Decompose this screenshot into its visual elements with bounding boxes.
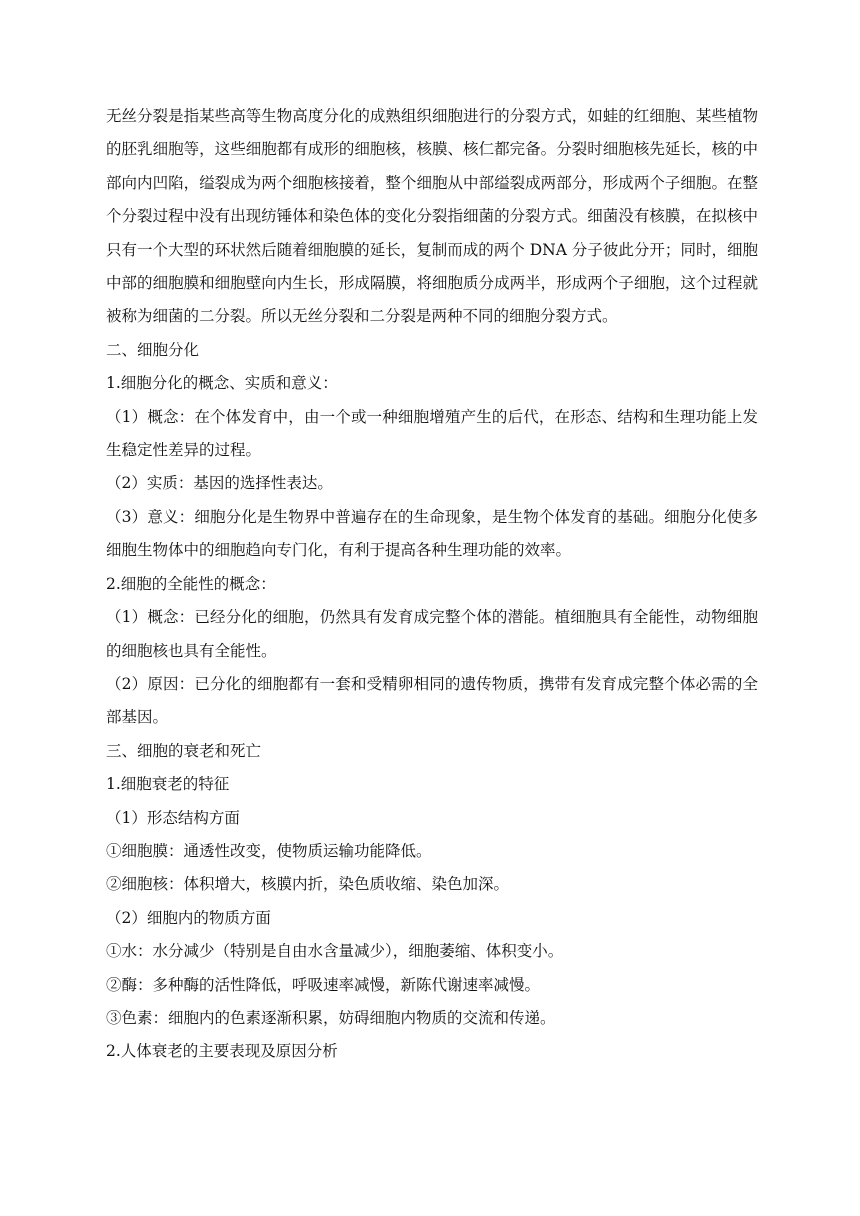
section-heading-cell-differentiation: 二、细胞分化 <box>106 340 200 359</box>
subheading-aging-features: 1.细胞衰老的特征 <box>106 775 230 794</box>
subheading-substances: （2）细胞内的物质方面 <box>106 908 271 927</box>
list-item-enzymes: ②酶：多种酶的活性降低，呼吸速率减慢，新陈代谢速率减慢。 <box>106 975 541 994</box>
subheading-differentiation-concept: 1.细胞分化的概念、实质和意义： <box>106 374 338 393</box>
paragraph-totipotency-reason: （2）原因：已分化的细胞都有一套和受精卵相同的遗传物质，携带有发育成完整个体必需的全部基因。 <box>106 674 758 727</box>
paragraph-totipotency-definition: （1）概念：已经分化的细胞，仍然具有发育成完整个体的潜能。植细胞具有全能性，动物细胞的细胞核也具有全能性。 <box>106 608 758 660</box>
document-body <box>106 100 758 1069</box>
list-item-water: ①水：水分减少（特别是自由水含量减少），细胞萎缩、体积变小。 <box>106 942 564 961</box>
list-item-nucleus: ②细胞核：体积增大，核膜内折，染色质收缩、染色加深。 <box>106 875 510 894</box>
subheading-morphology: （1）形态结构方面 <box>106 808 240 827</box>
subheading-totipotency-concept: 2.细胞的全能性的概念： <box>106 574 276 593</box>
section-heading-aging-and-death: 三、细胞的衰老和死亡 <box>106 741 262 760</box>
paragraph-differentiation-definition: （1）概念：在个体发育中，由一个或一种细胞增殖产生的后代，在形态、结构和生理功能上发生稳定性差异的过程。 <box>106 407 758 460</box>
list-item-cell-membrane: ①细胞膜：通透性改变，使物质运输功能降低。 <box>106 841 432 860</box>
subheading-human-aging: 2.人体衰老的主要表现及原因分析 <box>106 1042 338 1061</box>
paragraph-differentiation-essence: （2）实质：基因的选择性表达。 <box>106 474 333 493</box>
paragraph-amitosis-binary-fission: 无丝分裂是指某些高等生物高度分化的成熟组织细胞进行的分裂方式，如蛙的红细胞、某些植物的胚乳细胞等，这些细胞都有成形的细胞核，核膜、核仁都完备。分裂时细胞核先延长，核的中部向内凹陷，缢裂成为两个细胞核接着，整个细胞从中部缢裂成两部分，形成两个子细胞。在整个分裂过程中没有出现纺锤体和染色体的变化分裂指细菌的分裂方式。细菌没有核膜，在拟核中只有一个大型的环状然后随着细胞膜的延长，复制而成的两个 DNA 分子彼此分开；同时，细胞中部的细胞膜和细胞壁向内生长，形成隔膜，将细胞质分成两半，形成两个子细胞，这个过程就被称为细菌的二分裂。所以无丝分裂和二分裂是两种不同的细胞分裂方式。 <box>106 107 758 326</box>
paragraph-differentiation-significance: （3）意义：细胞分化是生物界中普遍存在的生命现象，是生物个体发育的基础。细胞分化使多细胞生物体中的细胞趋向专门化，有利于提高各种生理功能的效率。 <box>106 507 758 560</box>
list-item-pigments: ③色素：细胞内的色素逐渐积累，妨碍细胞内物质的交流和传递。 <box>106 1008 556 1027</box>
